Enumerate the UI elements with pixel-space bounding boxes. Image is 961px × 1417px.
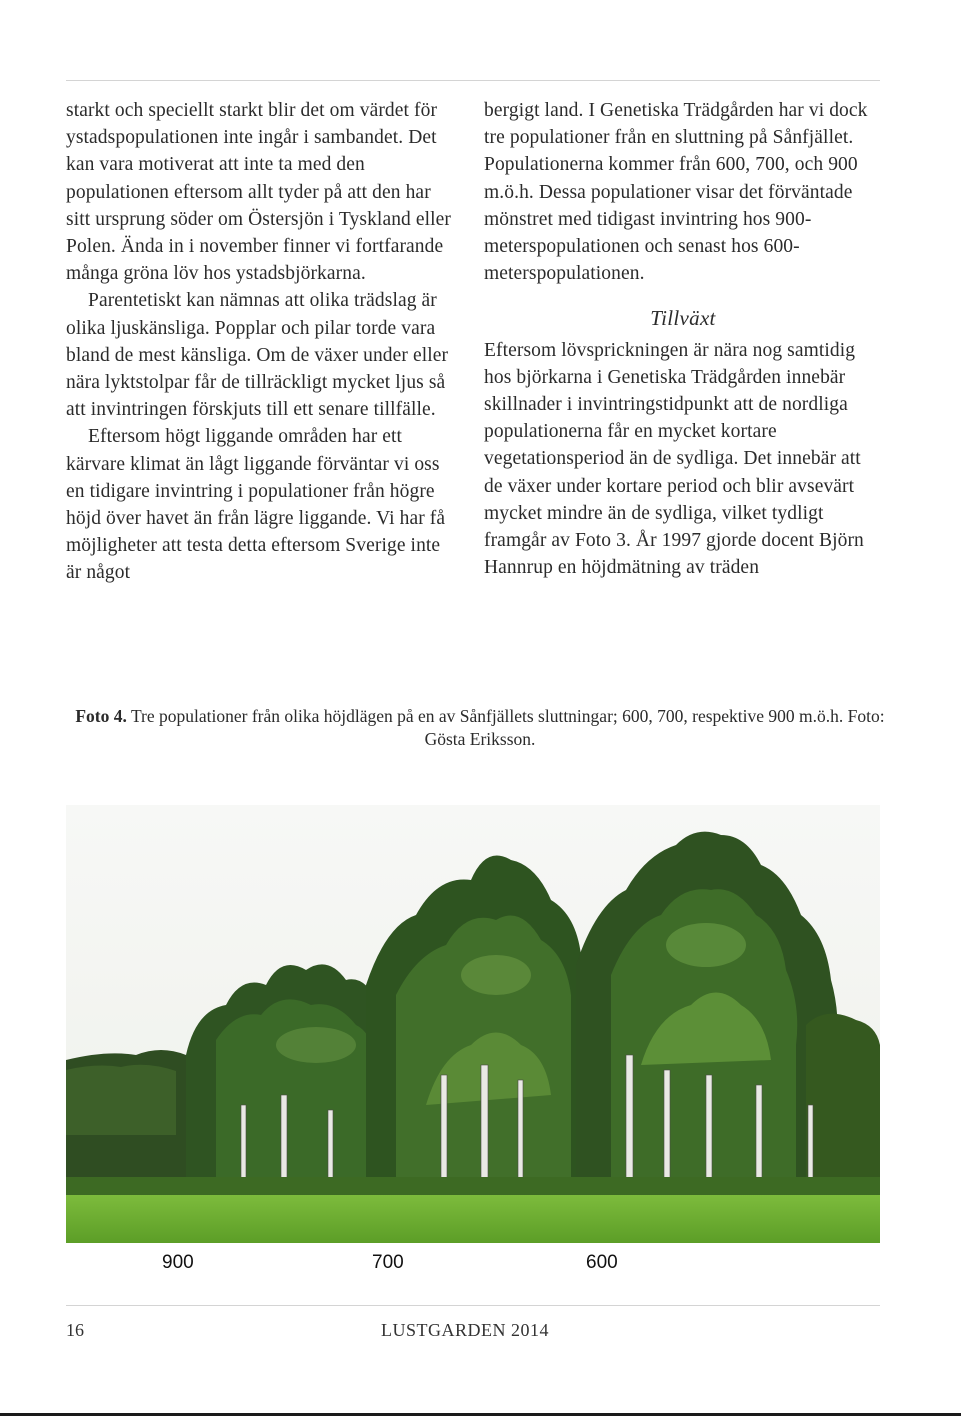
elevation-label-900: 900 — [162, 1252, 194, 1273]
right-paragraph-1: bergigt land. I Genetiska Trädgården har vi dock tre populationer från en sluttning på Sånfjället. Populationerna kommer från 600, 700, och 900 m.ö.h. Dessa populationer visar det förväntade mönstret med tidigast invintring hos 900-meterspopulationen och senast hos 600-meterspopulationen. — [484, 100, 868, 285]
top-rule — [66, 80, 880, 81]
elevation-label-700: 700 — [372, 1252, 404, 1273]
left-paragraph-3: Eftersom högt liggande områden har ett kärvare klimat än lågt liggande förväntar vi oss en tidigare invintring i populationer från högre höjd över havet än från lägre liggande. Vi har få möjligheter att testa detta eftersom Sverige inte är något — [66, 426, 446, 584]
section-heading: Tillväxt — [650, 306, 716, 331]
right-column — [484, 97, 882, 581]
page-number: 16 — [66, 1320, 84, 1340]
left-column — [66, 97, 456, 587]
elevation-label-600: 600 — [586, 1252, 618, 1273]
photo-caption — [60, 705, 900, 751]
left-paragraph-2: Parentetiskt kan nämnas att olika trädslag är olika ljuskänsliga. Popplar och pilar torde vara bland de mest känsliga. Om de växer under eller nära lyktstolpar får de tillräckligt mycket ljus så att invintringen förskjuts till ett senare tillfälle. — [66, 290, 449, 421]
caption-lead: Foto 4. — [75, 706, 127, 726]
journal-footer: LUSTGARDEN 2014 — [381, 1320, 549, 1340]
footer-rule — [66, 1305, 880, 1306]
right-paragraph-2: Eftersom lövsprickningen är nära nog samtidig hos björkarna i Genetiska Trädgården innebär skillnader i invintringstidpunkt att de nordliga populationerna får en mycket kortare vegetationsperiod än de sydliga. Det innebär att de växer under kortare period och blir avsevärt mycket mindre än de sydliga, vilket tydligt framgår av Foto 3. År 1997 gjorde docent Björn Hannrup en höjdmätning av träden — [484, 339, 864, 579]
birch-photo — [66, 805, 880, 1243]
caption-text: Tre populationer från olika höjdlägen på en av Sånfjällets sluttningar; 600, 700, respektive 900 m.ö.h. Foto: Gösta Eriksson. — [126, 706, 885, 749]
bottom-edge-line — [0, 1413, 961, 1416]
left-paragraph-1: starkt och speciellt starkt blir det om värdet för ystadspopulationen inte ingår i sambandet. Det kan vara motiverat att inte ta med den populationen eftersom allt tyder på att den har sitt ursprung söder om Östersjön i Tyskland eller Polen. Ända in i november finner vi fortfarande många gröna löv hos ystadsbjörkarna. — [66, 100, 452, 285]
